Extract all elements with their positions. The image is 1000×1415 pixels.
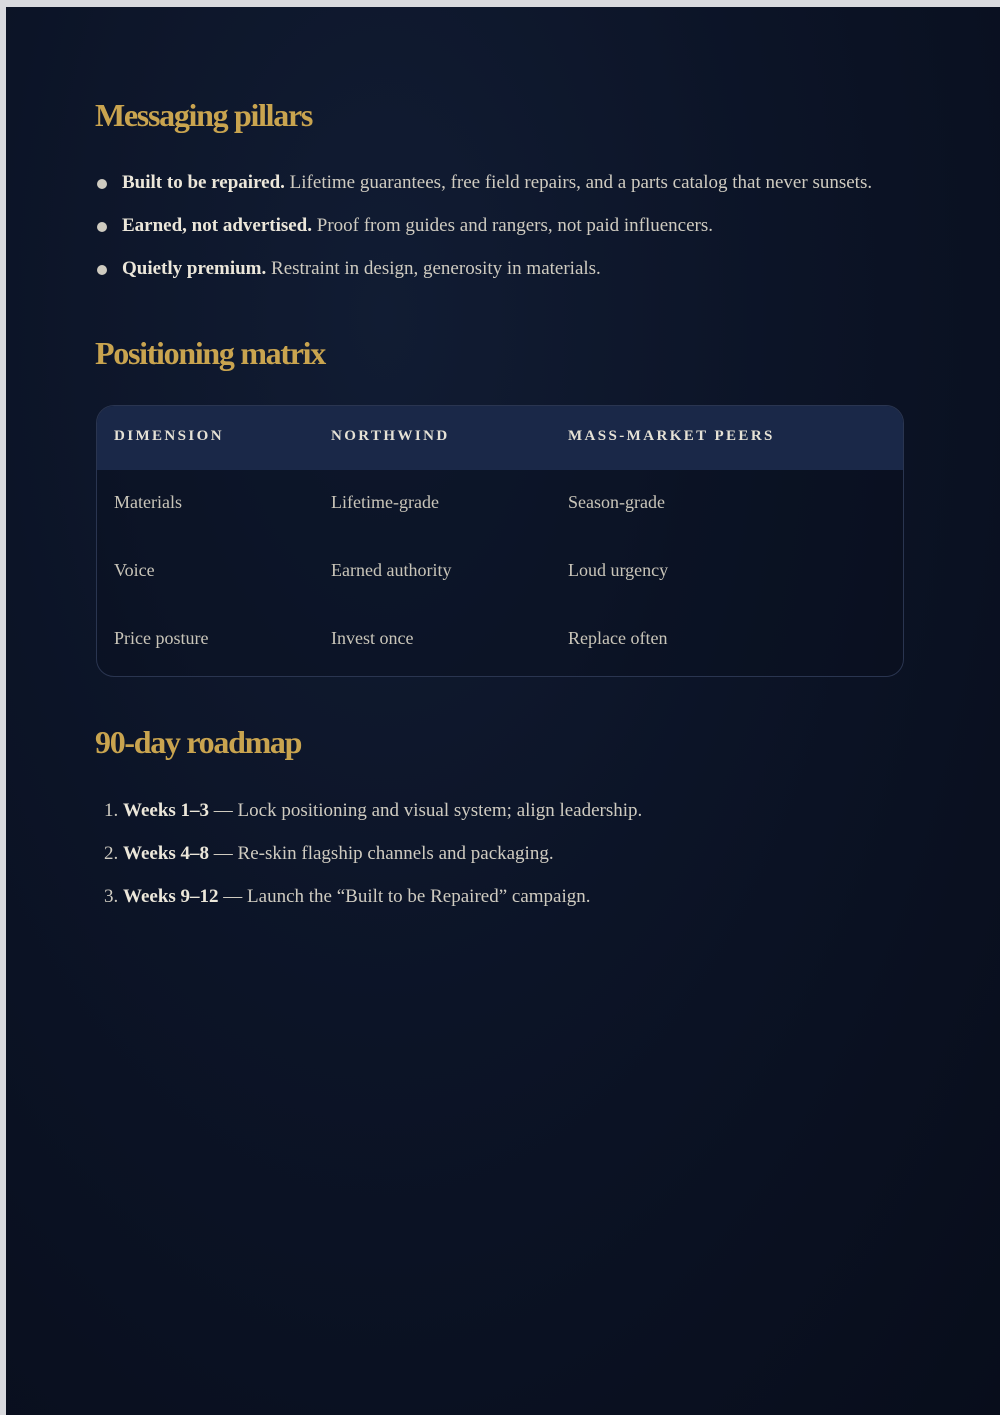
section-title-positioning-matrix: Positioning matrix — [95, 335, 325, 371]
roadmap-lead: Weeks 4–8 — [123, 843, 210, 864]
list-item — [95, 169, 905, 212]
positioning-matrix-table — [96, 405, 904, 677]
list-item — [95, 797, 905, 840]
list-item — [95, 883, 905, 926]
column-header-northwind: NORTHWIND — [331, 428, 450, 444]
table-cell: Loud urgency — [568, 560, 669, 580]
bullet-icon — [97, 222, 107, 232]
document-page — [6, 7, 1000, 1415]
table-cell: Lifetime-grade — [331, 492, 439, 512]
roadmap-text: — Re-skin flagship channels and packaging. — [209, 843, 554, 864]
table-row — [97, 470, 903, 538]
pillar-text: Restraint in design, generosity in materials. — [266, 258, 601, 279]
bullet-icon — [97, 265, 107, 275]
table-header-row — [97, 406, 903, 470]
messaging-pillars-list — [95, 169, 905, 298]
pillar-text: Lifetime guarantees, free field repairs, and a parts catalog that never sunsets. — [284, 172, 873, 193]
roadmap-lead: Weeks 1–3 — [123, 800, 210, 821]
column-header-dimension: DIMENSION — [114, 428, 224, 444]
section-title-roadmap: 90-day roadmap — [95, 724, 302, 760]
roadmap-list — [95, 797, 905, 926]
table-cell: Season-grade — [568, 492, 665, 512]
roadmap-lead: Weeks 9–12 — [123, 886, 219, 907]
list-item — [95, 212, 905, 255]
table-cell: Invest once — [331, 628, 414, 648]
item-number: 2. — [104, 843, 119, 864]
item-number: 1. — [104, 800, 119, 821]
table-cell: Price posture — [114, 628, 209, 648]
list-item — [95, 255, 905, 298]
table-cell: Materials — [114, 492, 182, 512]
section-title-messaging-pillars: Messaging pillars — [95, 97, 313, 133]
table-cell: Earned authority — [331, 560, 452, 580]
pillar-lead: Quietly premium. — [122, 258, 267, 279]
roadmap-text: — Launch the “Built to be Repaired” campaign. — [218, 886, 591, 907]
list-item — [95, 840, 905, 883]
column-header-mass-market-peers: MASS-MARKET PEERS — [568, 428, 775, 444]
table-row — [97, 538, 903, 606]
item-number: 3. — [104, 886, 119, 907]
bullet-icon — [97, 179, 107, 189]
table-cell: Replace often — [568, 628, 668, 648]
table-row — [97, 606, 903, 674]
table-cell: Voice — [114, 560, 155, 580]
pillar-lead: Built to be repaired. — [122, 172, 285, 193]
pillar-lead: Earned, not advertised. — [122, 215, 312, 236]
pillar-text: Proof from guides and rangers, not paid influencers. — [312, 215, 714, 236]
roadmap-text: — Lock positioning and visual system; align leadership. — [209, 800, 643, 821]
